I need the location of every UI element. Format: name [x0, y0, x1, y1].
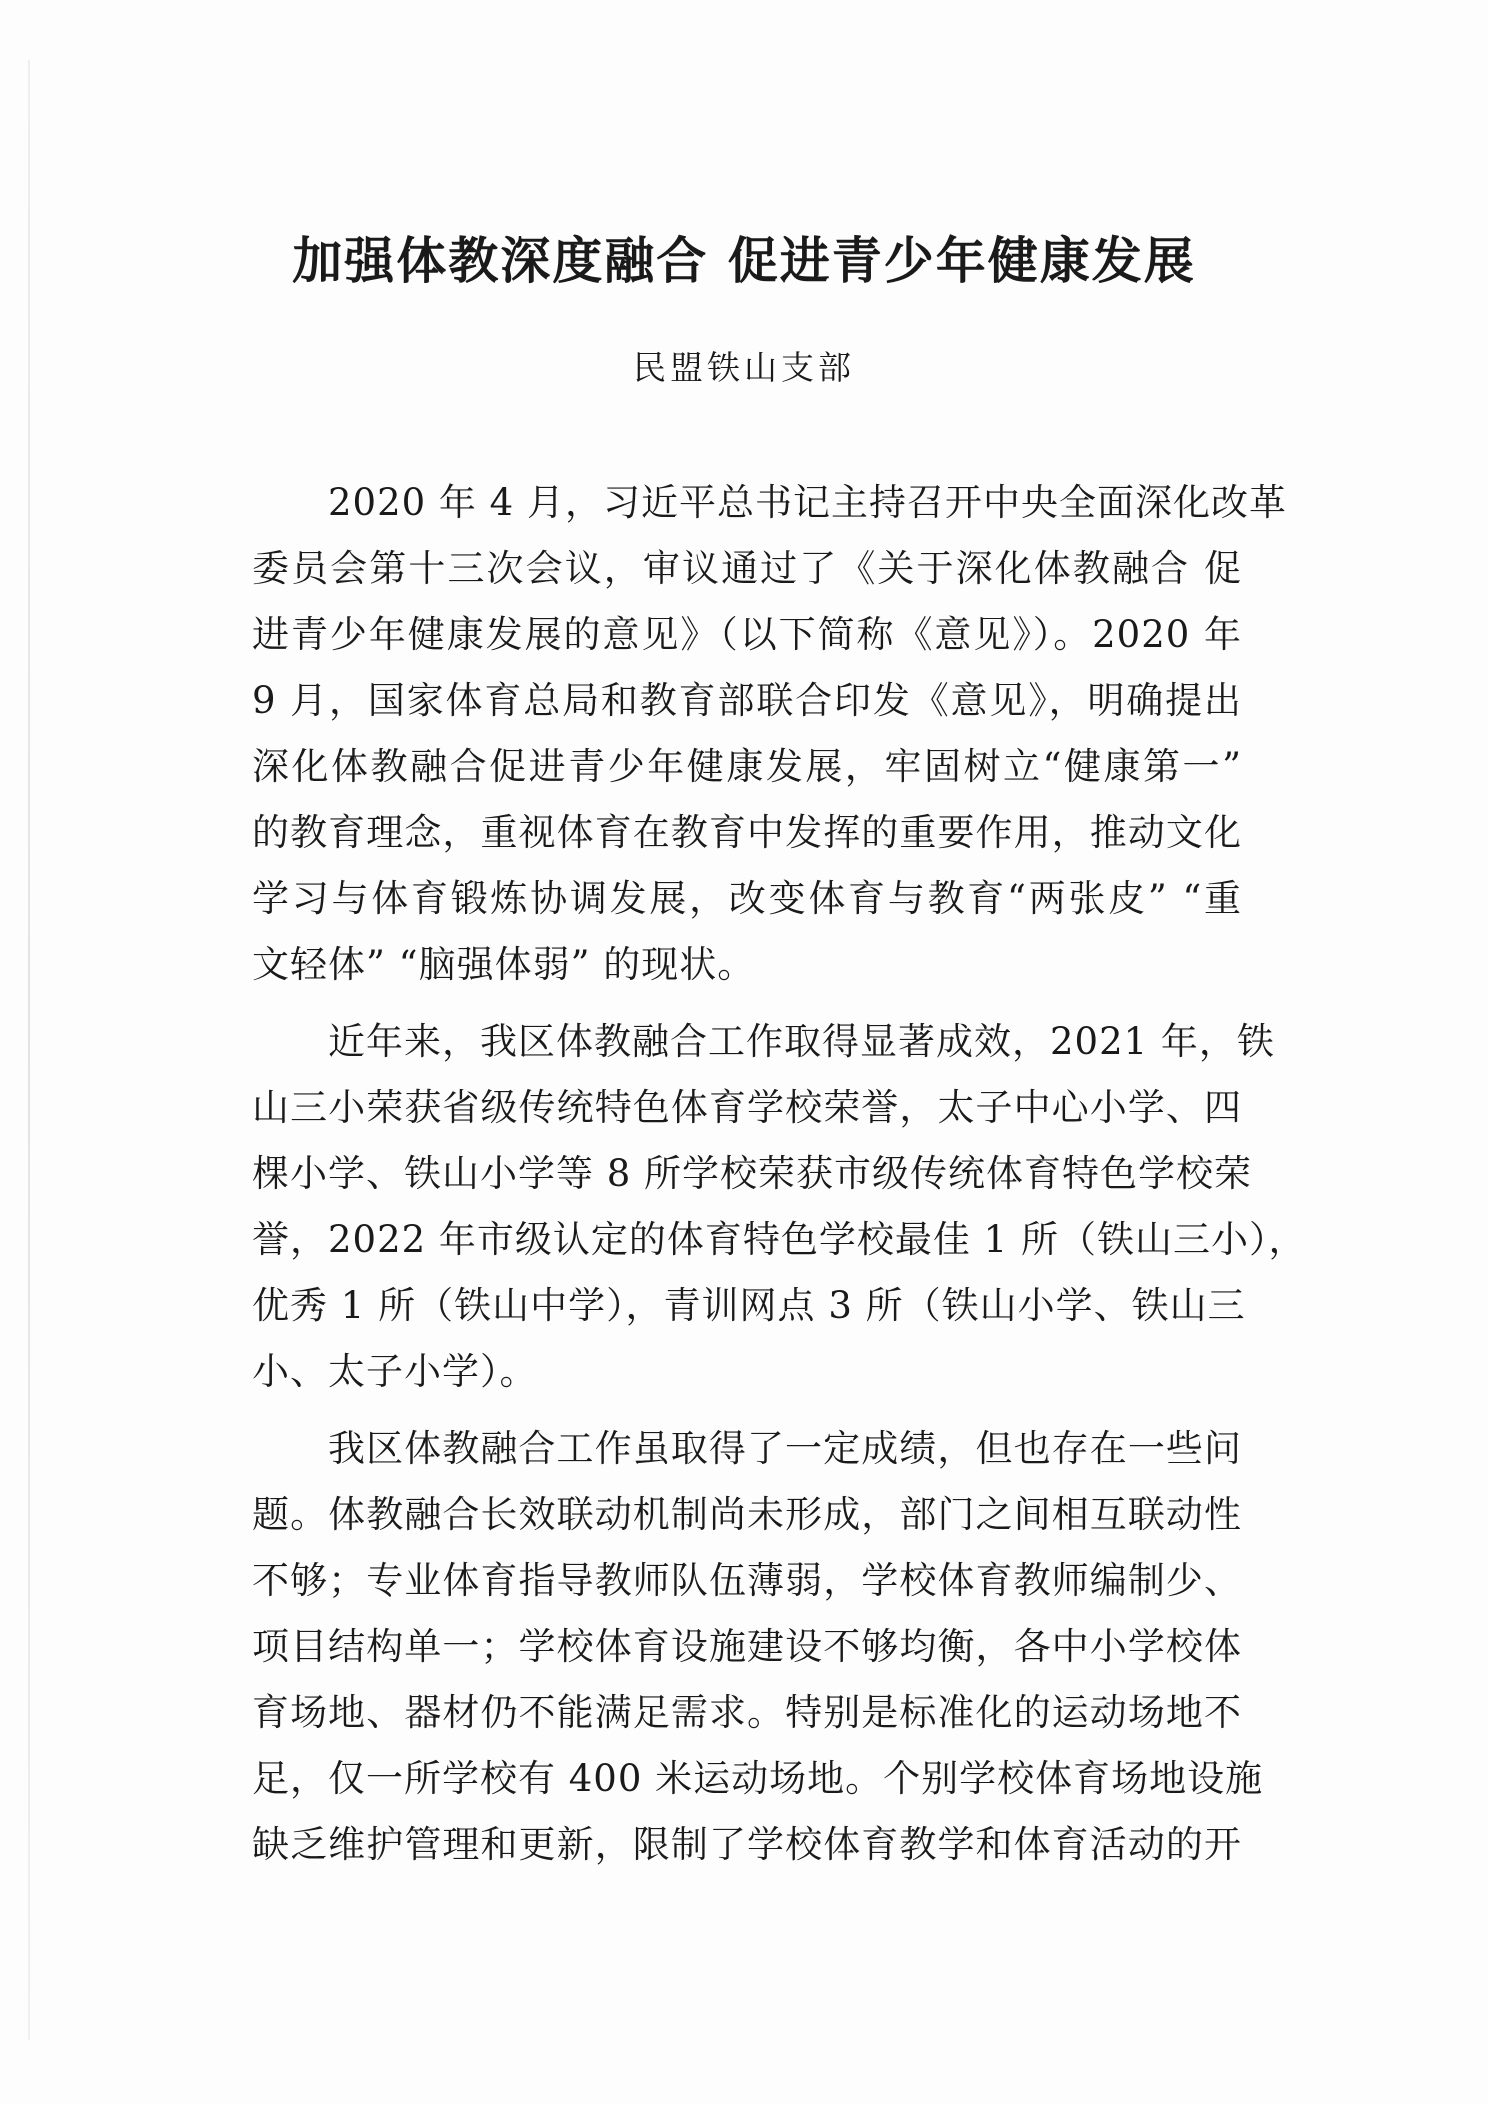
text-line: 题。体教融合长效联动机制尚未形成，部门之间相互联动性: [252, 1493, 1242, 1536]
document-body: [252, 470, 1307, 1878]
paragraph-3: [252, 1416, 1264, 1878]
text-line: 学习与体育锻炼协调发展，改变体育与教育“两张皮” “重: [252, 877, 1242, 920]
text-line: 优秀 1 所（铁山中学），青训网点 3 所（铁山小学、铁山三: [252, 1284, 1246, 1327]
text-line: 文轻体” “脑强体弱” 的现状。: [252, 943, 756, 986]
text-line: 山三小荣获省级传统特色体育学校荣誉，太子中心小学、四: [252, 1086, 1242, 1129]
text-line: 委员会第十三次会议，审议通过了《关于深化体教融合 促: [252, 547, 1242, 590]
text-line: 不够；专业体育指导教师队伍薄弱，学校体育教师编制少、: [252, 1559, 1242, 1602]
document-author: 民盟铁山支部: [633, 348, 855, 387]
text-line: 足，仅一所学校有 400 米运动场地。个别学校体育场地设施: [252, 1757, 1264, 1800]
text-line: 9 月，国家体育总局和教育部联合印发《意见》，明确提出: [252, 679, 1242, 722]
text-line: 棵小学、铁山小学等 8 所学校荣获市级传统体育特色学校荣: [252, 1152, 1253, 1195]
text-line: 我区体教融合工作虽取得了一定成绩，但也存在一些问: [328, 1427, 1242, 1470]
text-line: 近年来，我区体教融合工作取得显著成效，2021 年，铁: [328, 1020, 1275, 1063]
text-line: 的教育理念，重视体育在教育中发挥的重要作用，推动文化: [252, 811, 1242, 854]
text-line: 进青少年健康发展的意见》（以下简称《意见》）。2020 年: [252, 613, 1242, 656]
document-title: 加强体教深度融合 促进青少年健康发展: [292, 231, 1196, 290]
text-line: 小、太子小学）。: [252, 1350, 538, 1393]
text-line: 深化体教融合促进青少年健康发展，牢固树立“健康第一”: [252, 745, 1242, 788]
paragraph-2: [252, 1009, 1307, 1405]
paragraph-1: [252, 470, 1287, 998]
text-line: 誉，2022 年市级认定的体育特色学校最佳 1 所（铁山三小），: [252, 1218, 1307, 1261]
text-line: 2020 年 4 月，习近平总书记主持召开中央全面深化改革: [328, 481, 1287, 524]
text-line: 项目结构单一；学校体育设施建设不够均衡，各中小学校体: [252, 1625, 1242, 1668]
text-line: 育场地、器材仍不能满足需求。特别是标准化的运动场地不: [252, 1691, 1242, 1734]
text-line: 缺乏维护管理和更新，限制了学校体育教学和体育活动的开: [252, 1823, 1242, 1866]
